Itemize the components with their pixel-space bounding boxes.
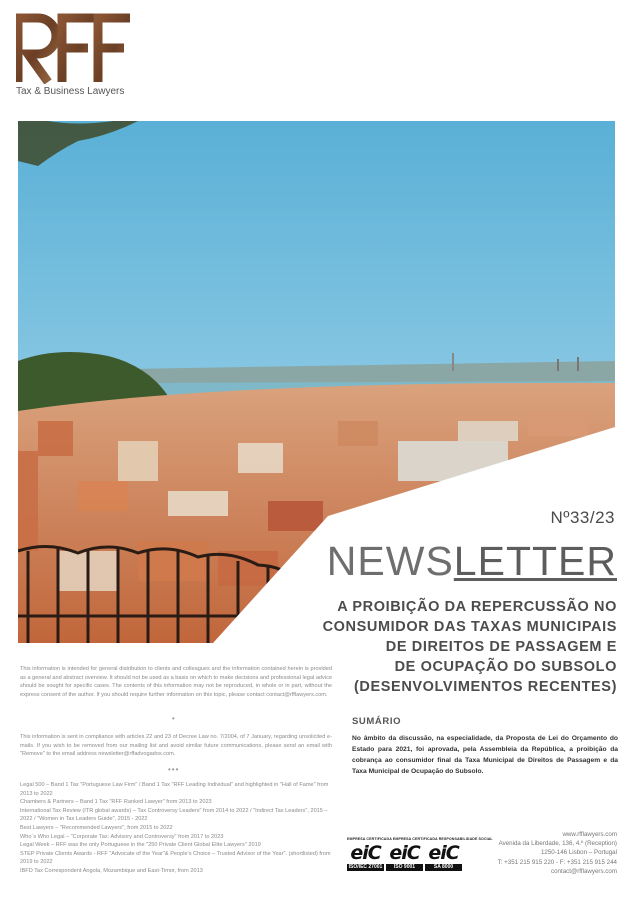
award-item: Who´s Who Legal – "Corporate Tax: Advisory and Controversy" from 2017 to 2023	[20, 833, 224, 840]
award-item: STEP Private Clients Awards - RFF "Advocate of the Year"& People's Choice – Trusted Advisor of the Year". (shortlisted) from 2019 to 2022	[20, 850, 331, 866]
title-line: DE OCUPAÇÃO DO SUBSOLO	[394, 659, 617, 675]
website-link[interactable]: www.rfflawyers.com	[562, 831, 617, 838]
logo-tagline: Tax & Business Lawyers	[16, 86, 125, 97]
certification-code: ISO/IEC 27001	[348, 864, 383, 870]
compliance-text: This information is sent in compliance with articles 22 and 23 of Decree Law no. 7/2004, of 7 January, regarding unsolicited e-mails. If you wish to be removed from our mailing list and avoid similar future communications, please send an email with "Remove" to the email address newsletter@rffadvogados.com.	[20, 734, 332, 758]
certification-badge	[347, 843, 384, 871]
address-line: 1250-146 Lisbon – Portugal	[540, 849, 617, 857]
certification-code: ISO 9001	[386, 864, 423, 871]
title-line: (DESENVOLVIMENTOS RECENTES)	[354, 679, 617, 695]
certification-code: SA 8000	[425, 864, 462, 871]
rff-logo	[16, 12, 136, 102]
headline-part-news: NEWS	[326, 538, 454, 584]
eic-logo-icon: eiC	[389, 842, 420, 864]
disclaimer-text: This information is intended for general distribution to clients and colleagues and the information contained herein is provided as a general and abstract overview. It should not be used as a basis on which to make decisions and professional legal advice should be sought for specific cases. The contents of this information may not be reproduced, in whole or in part, without the express consent of the author. If you should require further information on this topic, please contact contact@rfflawyers.com.	[20, 666, 332, 698]
contact-block	[437, 830, 617, 876]
title-line: CONSUMIDOR DAS TAXAS MUNICIPAIS	[322, 619, 617, 635]
title-line: A PROIBIÇÃO DA REPERCUSSÃO NO	[337, 599, 617, 615]
email-link[interactable]: contact@rfflawyers.com	[551, 867, 617, 875]
certification-badge	[386, 843, 423, 871]
headline-part-letter: LETTER	[453, 538, 617, 584]
award-item: Legal Week – RFF was the only Portuguese in the "250 Private Client Global Elite Lawyers" 2019	[20, 842, 261, 849]
title-line: DE DIREITOS DE PASSAGEM E	[385, 639, 617, 655]
summary-heading: SUMÁRIO	[352, 716, 402, 727]
newsletter-title	[307, 597, 617, 697]
eic-logo-icon: eiC	[428, 842, 459, 864]
newsletter-headline	[326, 538, 617, 584]
phone-fax: T: +351 215 915 220 - F: +351 215 915 244	[497, 858, 617, 866]
award-item: Best Lawyers – "Recommended Lawyers", from 2015 to 2022	[20, 824, 173, 831]
award-item: IBFD Tax Correspondent Angola, Mozambique and East-Timor, from 2013	[20, 867, 203, 874]
address-line: Avenida da Liberdade, 136, 4.º (Reception)	[498, 840, 617, 848]
eic-logo-icon: eiC	[350, 842, 381, 864]
newsletter-number: Nº33/23	[550, 508, 615, 527]
award-item: Chambers & Partners – Band 1 Tax "RFF Ranked Lawyer" from 2013 to 2023	[20, 799, 212, 806]
awards-list	[20, 781, 338, 876]
certification-labels: EMPRESA CERTIFICADA EMPRESA CERTIFICADA RESPONSABILIDADE SOCIAL	[347, 837, 493, 841]
rff-logo-mark	[16, 12, 131, 84]
separator-dot: •	[172, 714, 175, 723]
summary-text: No âmbito da discussão, na especialidade, da Proposta de Lei do Orçamento do Estado para 2021, foi aprovada, pela Assembleia da República, a proibição da cobrança ao consumidor final da Taxa Municipal de Direitos de Passagem e da Taxa Municipal de Ocupação do Subsolo.	[352, 735, 618, 775]
award-item: Legal 500 – Band 1 Tax "Portuguese Law Firm" / Band 1 Tax "RFF Leading Individual" and highlighted in "Hall of Fame" from 2013 to 2022	[20, 782, 329, 797]
award-item: International Tax Review (ITR global awards) – Tax Controversy Leaders" from 2014 to 2022 / "Indirect Tax Leaders", 2015 – 2022 / "Women in Tax Leaders Guide", 2015 - 2022	[20, 807, 328, 823]
separator-dots: •••	[168, 765, 180, 774]
